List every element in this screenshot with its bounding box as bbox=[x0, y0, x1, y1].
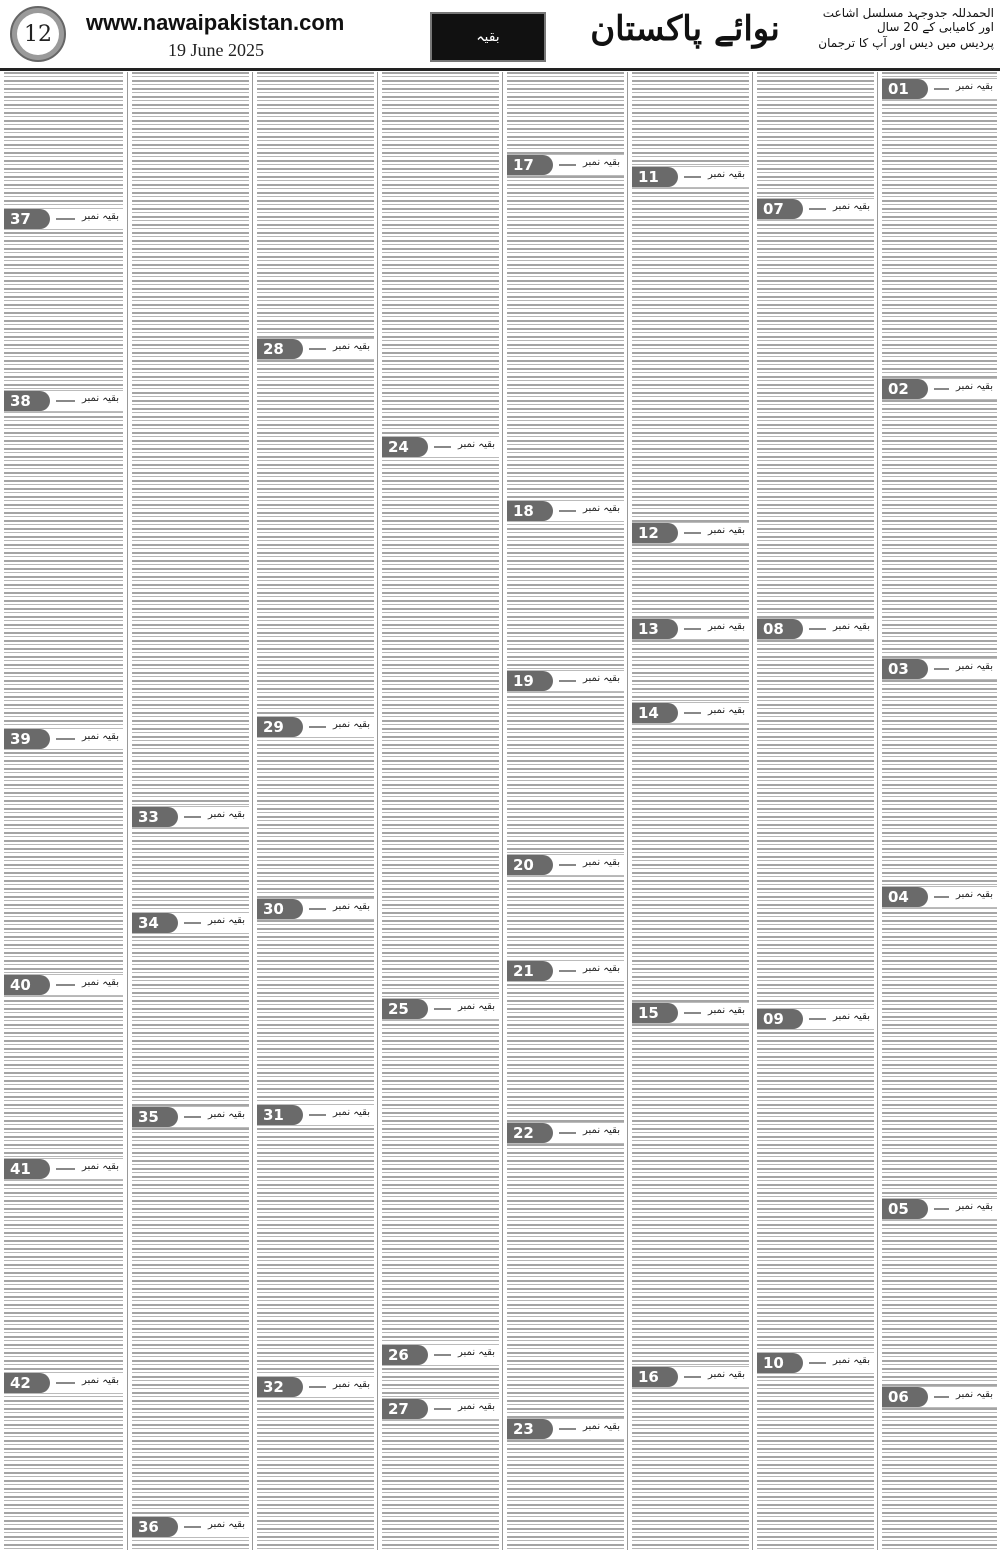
tagline-bottom: پردیس میں دیس اور آپ کا ترجمان bbox=[818, 36, 994, 50]
continuation-tag: 28 بقیہ نمبر bbox=[257, 338, 374, 360]
continuation-tag: 19 بقیہ نمبر bbox=[507, 670, 624, 692]
continuation-tag: 31 بقیہ نمبر bbox=[257, 1104, 374, 1126]
continuation-tag: 35 بقیہ نمبر bbox=[132, 1106, 249, 1128]
column-7 bbox=[127, 72, 253, 1550]
continuation-tag: 22 بقیہ نمبر bbox=[507, 1122, 624, 1144]
continuation-tag: 05 بقیہ نمبر bbox=[882, 1198, 997, 1220]
column-8 bbox=[0, 72, 127, 1550]
continuation-tag: 08 بقیہ نمبر bbox=[757, 618, 874, 640]
issue-date: 19 June 2025 bbox=[168, 40, 264, 60]
continuation-tag: 17 بقیہ نمبر bbox=[507, 154, 624, 176]
column-5 bbox=[377, 72, 503, 1550]
continuation-tag: 36 بقیہ نمبر bbox=[132, 1516, 249, 1538]
column-text bbox=[632, 72, 749, 1550]
tagline-top: الحمدللہ جدوجہد مسلسل اشاعت اور کامیابی کے 20 سال bbox=[822, 6, 994, 34]
continuation-tag: 04 بقیہ نمبر bbox=[882, 886, 997, 908]
page-number: 12 bbox=[17, 13, 59, 55]
column-1 bbox=[877, 72, 1000, 1550]
column-6 bbox=[252, 72, 378, 1550]
continuation-tag: 29 بقیہ نمبر bbox=[257, 716, 374, 738]
column-3 bbox=[627, 72, 753, 1550]
continuation-tag: 13 بقیہ نمبر bbox=[632, 618, 749, 640]
masthead-bar bbox=[0, 0, 1000, 71]
continuation-tag: 01 بقیہ نمبر bbox=[882, 78, 997, 100]
continuation-tag: 15 بقیہ نمبر bbox=[632, 1002, 749, 1024]
continuation-tag: 12 بقیہ نمبر bbox=[632, 522, 749, 544]
continuation-tag: 39 بقیہ نمبر bbox=[4, 728, 123, 750]
column-text bbox=[382, 72, 499, 1550]
continuation-tag: 42 بقیہ نمبر bbox=[4, 1372, 123, 1394]
continuation-tag: 14 بقیہ نمبر bbox=[632, 702, 749, 724]
column-text bbox=[882, 72, 997, 1550]
continuation-tag: 30 بقیہ نمبر bbox=[257, 898, 374, 920]
continuation-tag: 02 بقیہ نمبر bbox=[882, 378, 997, 400]
continuation-tag: 25 بقیہ نمبر bbox=[382, 998, 499, 1020]
continuation-tag: 32 بقیہ نمبر bbox=[257, 1376, 374, 1398]
continuation-tag: 24 بقیہ نمبر bbox=[382, 436, 499, 458]
continuation-tag: 09 بقیہ نمبر bbox=[757, 1008, 874, 1030]
column-2 bbox=[752, 72, 878, 1550]
column-text bbox=[507, 72, 624, 1550]
news-columns bbox=[0, 72, 1000, 1550]
continuation-tag: 03 بقیہ نمبر bbox=[882, 658, 997, 680]
newspaper-name: نوائے پاکستان bbox=[590, 9, 780, 49]
continuation-tag: 20 بقیہ نمبر bbox=[507, 854, 624, 876]
continuation-tag: 38 بقیہ نمبر bbox=[4, 390, 123, 412]
column-4 bbox=[502, 72, 628, 1550]
continuation-tag: 18 بقیہ نمبر bbox=[507, 500, 624, 522]
continuation-tag: 21 بقیہ نمبر bbox=[507, 960, 624, 982]
continuation-tag: 07 بقیہ نمبر bbox=[757, 198, 874, 220]
continuation-tag: 06 بقیہ نمبر bbox=[882, 1386, 997, 1408]
continuation-tag: 40 بقیہ نمبر bbox=[4, 974, 123, 996]
continuation-tag: 11 بقیہ نمبر bbox=[632, 166, 749, 188]
website-url[interactable]: www.nawaipakistan.com bbox=[86, 10, 345, 35]
section-title: بقیہ bbox=[430, 12, 546, 62]
continuation-tag: 23 بقیہ نمبر bbox=[507, 1418, 624, 1440]
continuation-tag: 16 بقیہ نمبر bbox=[632, 1366, 749, 1388]
column-text bbox=[757, 72, 874, 1550]
continuation-tag: 33 بقیہ نمبر bbox=[132, 806, 249, 828]
continuation-tag: 26 بقیہ نمبر bbox=[382, 1344, 499, 1366]
page-number-badge bbox=[10, 6, 66, 62]
continuation-tag: 37 بقیہ نمبر bbox=[4, 208, 123, 230]
column-text bbox=[257, 72, 374, 1550]
continuation-tag: 27 بقیہ نمبر bbox=[382, 1398, 499, 1420]
continuation-tag: 10 بقیہ نمبر bbox=[757, 1352, 874, 1374]
continuation-tag: 41 بقیہ نمبر bbox=[4, 1158, 123, 1180]
column-text bbox=[4, 72, 123, 1550]
continuation-tag: 34 بقیہ نمبر bbox=[132, 912, 249, 934]
